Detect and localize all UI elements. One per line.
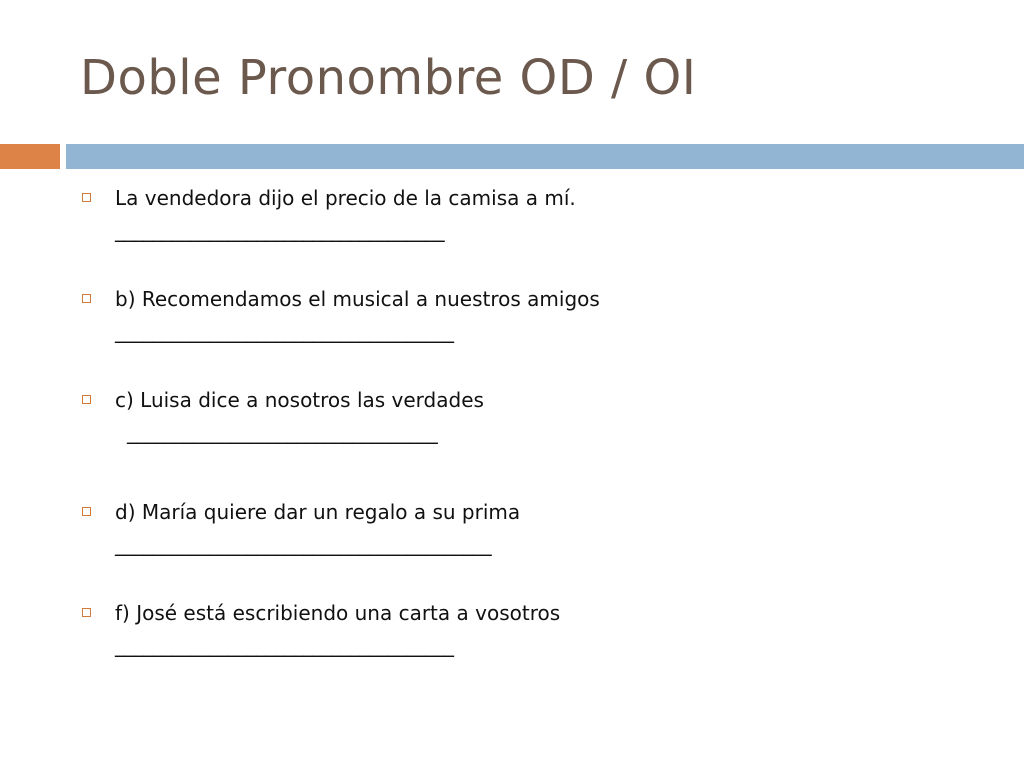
- answer-blank: ____________________________________: [115, 319, 454, 343]
- square-bullet-icon: [82, 193, 91, 202]
- answer-blank: ________________________________________: [115, 532, 492, 556]
- exercise-item-3: [80, 384, 1000, 496]
- title-underline-bar: [66, 144, 1024, 169]
- exercise-sentence: f) José está escribiendo una carta a vosotros: [115, 601, 561, 625]
- answer-blank: ____________________________________: [115, 633, 454, 657]
- exercise-item-4: [80, 496, 1000, 597]
- answer-blank: _________________________________: [127, 420, 438, 444]
- exercise-list: [80, 182, 1000, 698]
- exercise-sentence: La vendedora dijo el precio de la camisa a mí.: [115, 186, 576, 210]
- answer-blank: ___________________________________: [115, 218, 445, 242]
- exercise-sentence: b) Recomendamos el musical a nuestros amigos: [115, 287, 600, 311]
- exercise-sentence: d) María quiere dar un regalo a su prima: [115, 500, 521, 524]
- square-bullet-icon: [82, 608, 91, 617]
- exercise-sentence: c) Luisa dice a nosotros las verdades: [115, 388, 484, 412]
- accent-bar: [0, 144, 60, 169]
- exercise-item-2: [80, 283, 1000, 384]
- exercise-item-1: [80, 182, 1000, 283]
- square-bullet-icon: [82, 395, 91, 404]
- square-bullet-icon: [82, 294, 91, 303]
- slide-title: Doble Pronombre OD / OI: [80, 50, 697, 106]
- square-bullet-icon: [82, 507, 91, 516]
- exercise-item-5: [80, 597, 1000, 698]
